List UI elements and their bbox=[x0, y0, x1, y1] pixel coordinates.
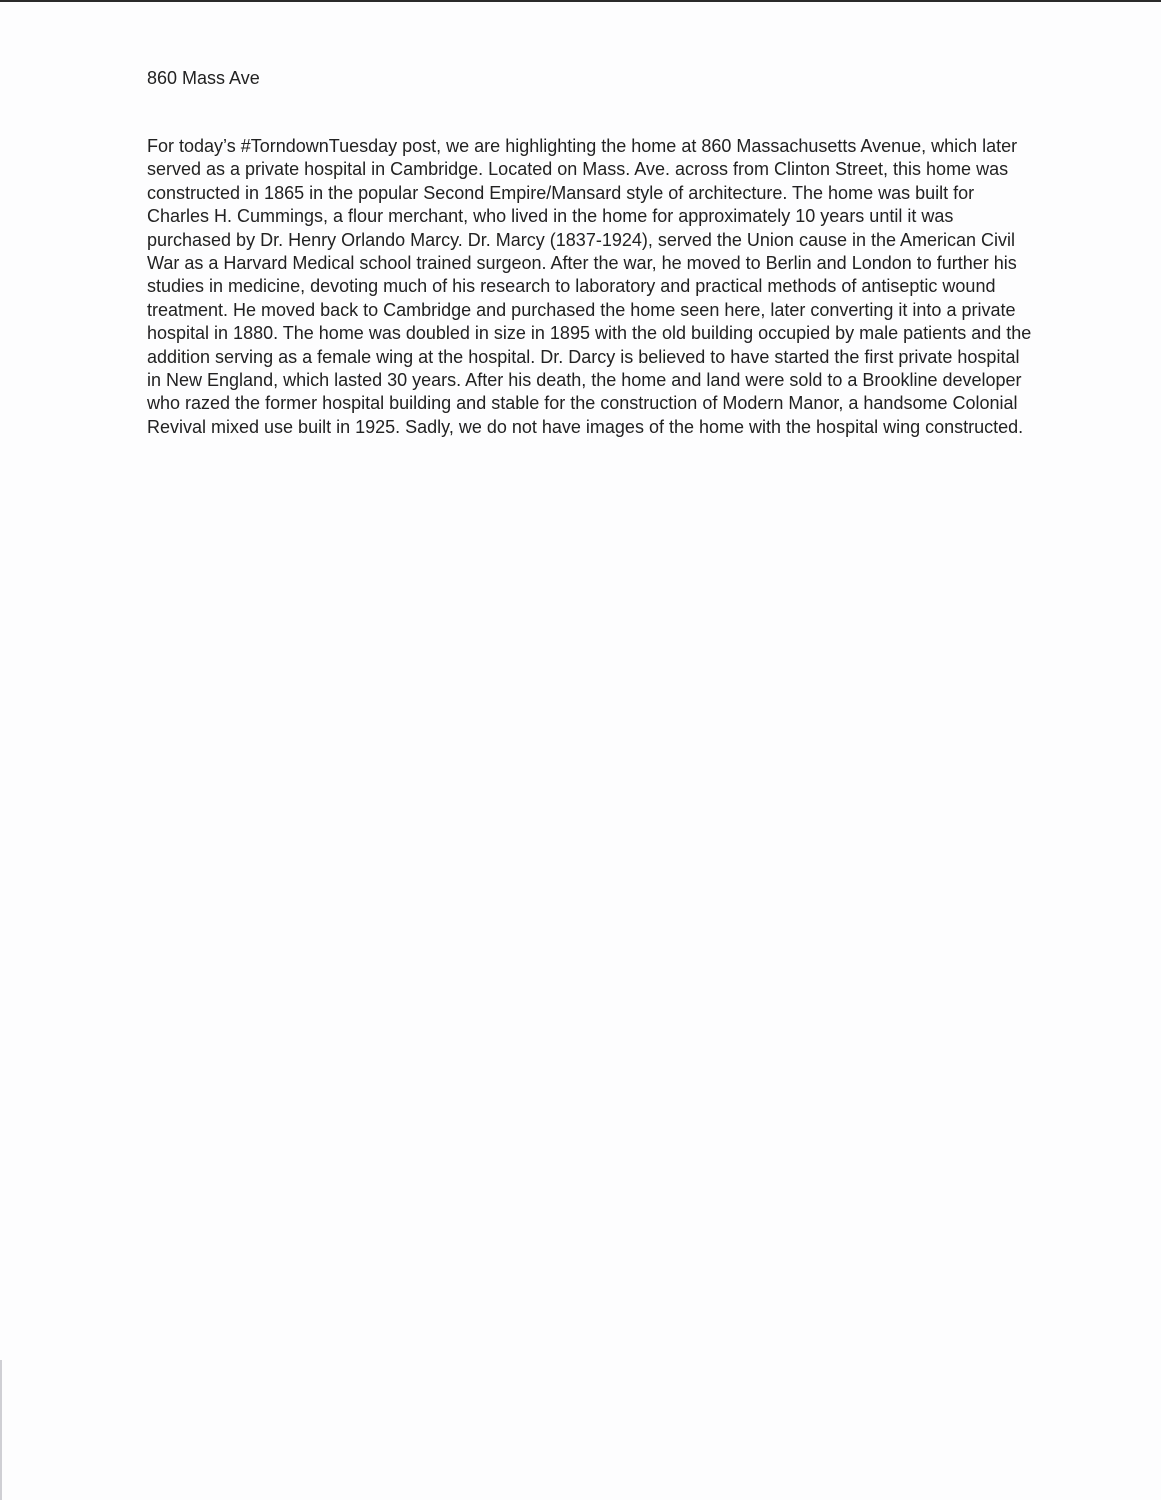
document-body-paragraph: For today’s #TorndownTuesday post, we are highlighting the home at 860 Massachusetts Avenue, which later served as a private hospital in Cambridge. Located on Mass. Ave. across from Clinton Street, this home was constructed in 1865 in the popular Second Empire/Mansard style of architecture. The home was built for Charles H. Cummings, a flour merchant, who lived in the home for approximately 10 years until it was purchased by Dr. Henry Orlando Marcy. Dr. Marcy (1837-1924), served the Union cause in the American Civil War as a Harvard Medical school trained surgeon. After the war, he moved to Berlin and London to further his studies in medicine, devoting much of his research to laboratory and practical methods of antiseptic wound treatment. He moved back to Cambridge and purchased the home seen here, later converting it into a private hospital in 1880. The home was doubled in size in 1895 with the old building occupied by male patients and the addition serving as a female wing at the hospital. Dr. Darcy is believed to have started the first private hospital in New England, which lasted 30 years. After his death, the home and land were sold to a Brookline developer who razed the former hospital building and stable for the construction of Modern Manor, a handsome Colonial Revival mixed use built in 1925. Sadly, we do not have images of the home with the hospital wing constructed. bbox=[147, 136, 1032, 437]
document-title: 860 Mass Ave bbox=[147, 68, 260, 88]
document-content bbox=[147, 66, 1047, 439]
scan-top-edge bbox=[0, 0, 1161, 2]
scan-left-edge bbox=[0, 1360, 2, 1500]
